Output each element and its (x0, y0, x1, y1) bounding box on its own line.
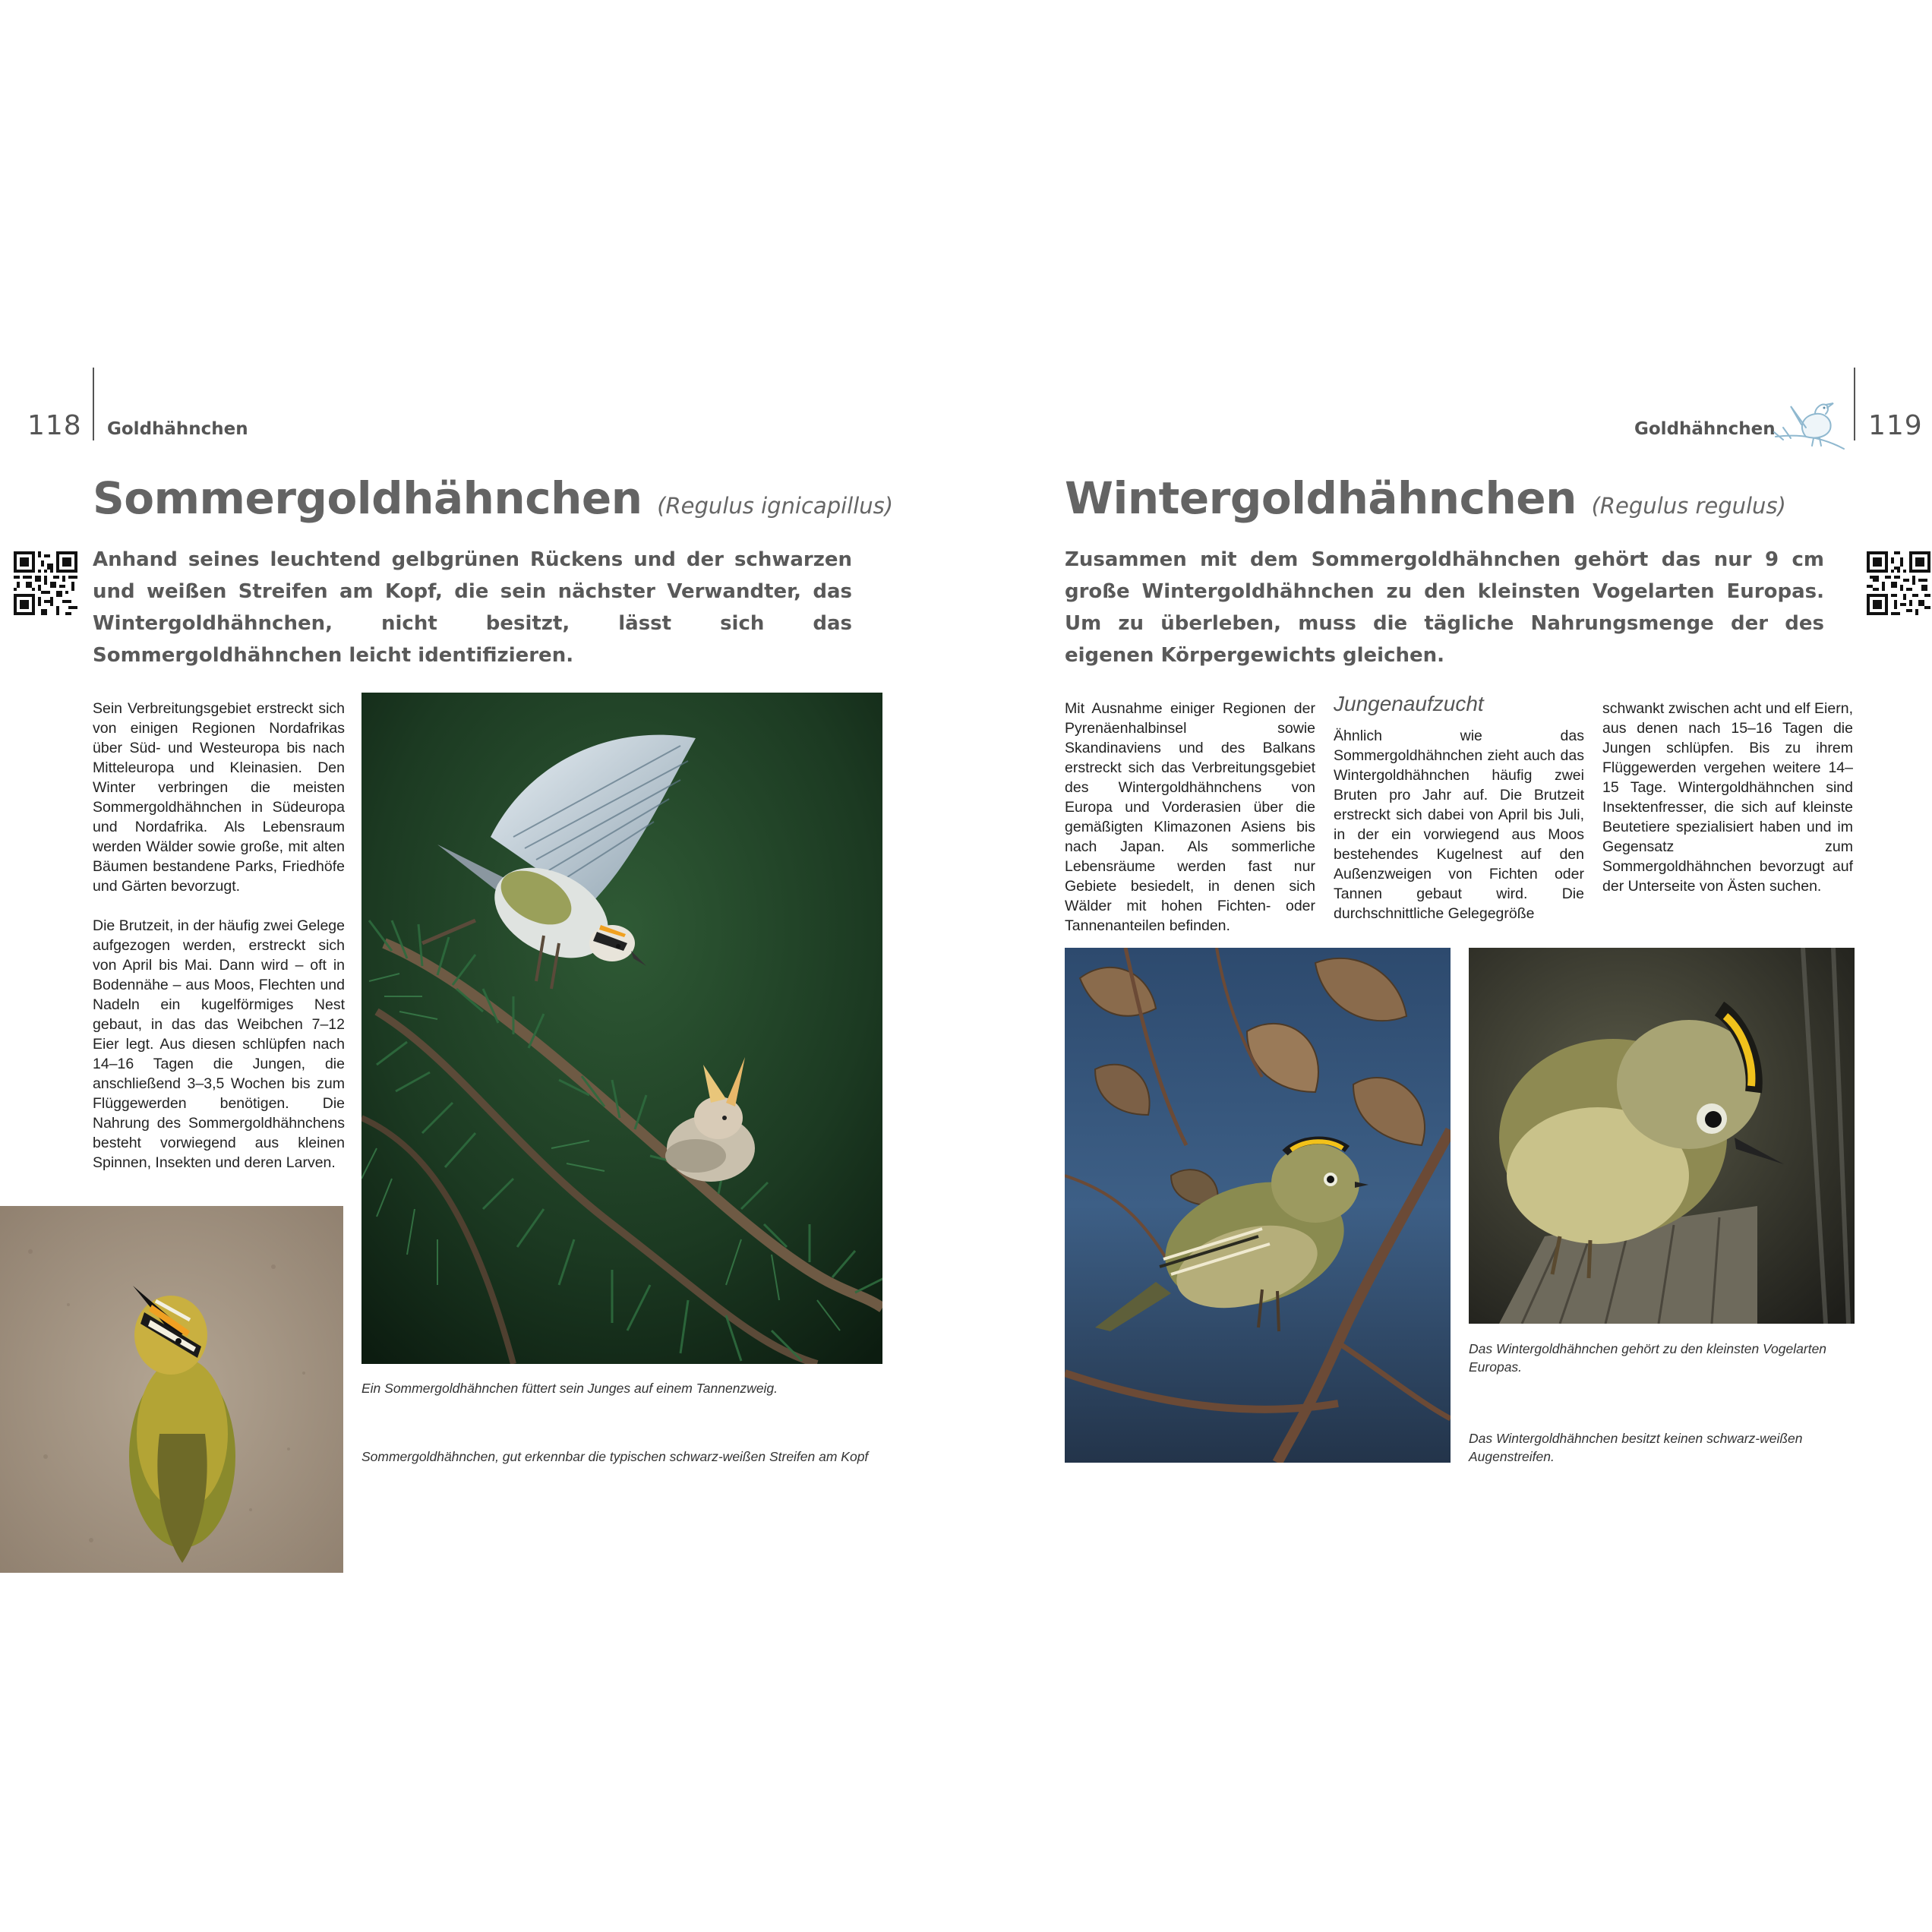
firecrest-ground-illustration (0, 1206, 343, 1573)
body-column-3-right: schwankt zwischen acht und elf Eiern, aus denen nach 15–16 Tagen die Jungen schlüpfen. Bis zu ihrem Flüggewerden vergehen weitere 14–15 Tage. Wintergoldhähnchen sind Insektenfresser, die sich auf kleinste Beutetiere spezialisiert haben und im Gegensatz zum Sommergoldhähnchen bevorzugt auf der Unterseite von Ästen suchen. (1602, 700, 1853, 895)
title-left (93, 472, 893, 524)
body-text-left (93, 699, 345, 1192)
paragraph-distribution: Sein Verbreitungsgebiet erstreckt sich von einigen Regionen Nordafrikas über Süd- und Westeuropa bis nach Mitteleuropa und Kleinasien. Den Winter verbringen die meisten Sommergoldhähnchen in Südeuropa und Nordafrika. Als Lebensraum werden Wälder sowie große, mit alten Bäumen bestandene Parks, Friedhöfe und Gärten bevorzugt. (93, 700, 345, 895)
body-column-2-right (1334, 691, 1584, 923)
qr-code-right (1867, 551, 1930, 615)
header-divider-right (1854, 368, 1855, 440)
caption-right-1: Das Wintergoldhähnchen gehört zu den kleinsten Vogelarten Europas. (1469, 1341, 1827, 1375)
photo-firecrest-ground (0, 1206, 343, 1573)
photo-feeding-young (361, 693, 882, 1364)
latin-name: (Regulus ignicapillus) (657, 493, 894, 519)
species-title: Wintergoldhähnchen (1065, 472, 1577, 524)
species-title: Sommergoldhähnchen (93, 472, 642, 524)
paragraph-breeding: Die Brutzeit, in der häufig zwei Gelege aufgezogen werden, erstreckt sich von April bis Mai. Dann wird – oft in Bodennähe – aus Moos, Flechten und Nadeln ein kugelförmiges Nest gebaut, in das das Weibchen 7–12 Eier legt. Aus diesen schlüpfen nach 14–16 Tagen die Jungen, die anschließend 3–3,5 Wochen bis zum Flüggewerden benötigen. Die Nahrung des Sommergoldhähnchens besteht vorwiegend aus kleinen Spinnen, Insekten und deren Larven. (93, 917, 345, 1171)
lead-paragraph-left: Anhand seines leuchtend gelbgrünen Rückens und der schwarzen und weißen Streifen am Kopf, die sein nächster Verwandter, das Wintergoldhähnchen, nicht besitzt, lässt sich das Sommergoldhähnchen leicht identifizieren. (93, 548, 852, 667)
page-number-left: 118 (27, 410, 82, 441)
title-right (1065, 472, 1786, 524)
page-number-right: 119 (1868, 410, 1923, 441)
latin-name: (Regulus regulus) (1591, 493, 1786, 519)
photo-goldcrest-branch (1065, 948, 1451, 1463)
header-divider-left (93, 368, 94, 440)
goldcrest-branch-illustration (1065, 948, 1451, 1463)
running-head-left: Goldhähnchen (107, 419, 248, 439)
caption-right-2: Das Wintergoldhähnchen besitzt keinen schwarz-weißen Augenstreifen. (1469, 1431, 1803, 1464)
bird-emblem-icon (1768, 389, 1852, 459)
qr-code-left (14, 551, 77, 615)
column-2-text: Ähnlich wie das Sommergoldhähnchen zieht auch das Wintergoldhähnchen häufig zwei Bruten pro Jahr auf. Die Brutzeit erstreckt sich dabei von April bis Juli, in der ein vorwiegend aus Moos bestehendes Kugelnest auf den Außenzweigen von Fichten oder Tannen gebaut wird. Die durchschnittliche Gelegegröße (1334, 728, 1584, 922)
photo-goldcrest-closeup (1469, 948, 1855, 1324)
running-head-right: Goldhähnchen (1634, 419, 1776, 439)
caption-left-2: Sommergoldhähnchen, gut erkennbar die typischen schwarz-weißen Streifen am Kopf (361, 1449, 869, 1464)
caption-left-1: Ein Sommergoldhähnchen füttert sein Junges auf einem Tannenzweig. (361, 1381, 778, 1396)
feeding-scene-illustration (361, 693, 882, 1364)
subheading-jungenaufzucht: Jungenaufzucht (1334, 692, 1484, 715)
body-column-1-right: Mit Ausnahme einiger Regionen der Pyrenäenhalbinsel sowie Skandinaviens und des Balkans erstreckt sich das Verbreitungsgebiet des Wintergoldhähnchens von Europa und Vorderasien über die gemäßigten Klimazonen Asiens bis nach Japan. Als sommerliche Lebensräume werden fast nur Gebiete besiedelt, in denen sich Wälder mit hohen Fichten- oder Tannenanteilen befinden. (1065, 700, 1315, 934)
lead-paragraph-right: Zusammen mit dem Sommergoldhähnchen gehört das nur 9 cm große Wintergoldhähnchen zu den kleinsten Vogelarten Europas. Um zu überleben, muss die tägliche Nahrungsmenge der des eigenen Körpergewichts gleichen. (1065, 548, 1824, 667)
goldcrest-closeup-illustration (1469, 948, 1855, 1324)
